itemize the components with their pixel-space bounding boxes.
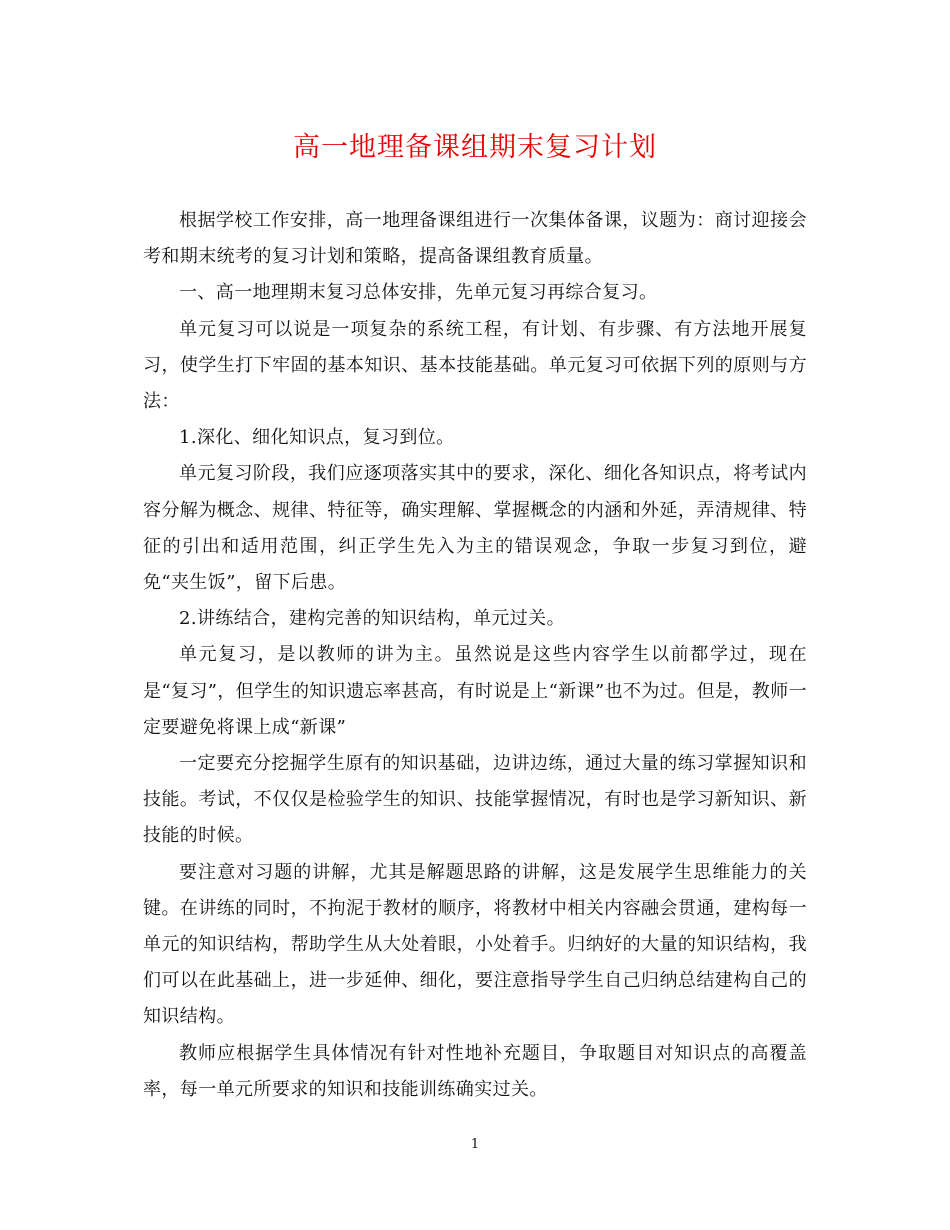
list-item-heading: 2.讲练结合，建构完善的知识结构，单元过关。 — [179, 608, 565, 630]
paragraph: 单元复习可以说是一项复杂的系统工程，有计划、有步骤、有方法地开展复习，使学生打下牢固的基本知识、基本技能基础。单元复习可依据下列的原则与方法： — [143, 318, 807, 413]
paragraph: 教师应根据学生具体情况有针对性地补充题目，争取题目对知识点的高覆盖率，每一单元所要求的知识和技能训练确实过关。 — [143, 1042, 807, 1100]
document-body — [143, 203, 807, 1108]
document-title: 高一地理备课组期末复习计划 — [293, 132, 657, 163]
paragraph: 单元复习阶段，我们应逐项落实其中的要求，深化、细化各知识点，将考试内容分解为概念、规律、特征等，确实理解、掌握概念的内涵和外延，弄清规律、特征的引出和适用范围，纠正学生先入为主的错误观念，争取一步复习到位，避免“夹生饭”，留下后患。 — [143, 463, 807, 594]
paragraph: 单元复习，是以教师的讲为主。虽然说是这些内容学生以前都学过，现在是“复习”，但学生的知识遗忘率甚高，有时说是上“新课”也不为过。但是，教师一定要避免将课上成“新课” — [143, 644, 808, 738]
paragraph: 一定要充分挖掘学生原有的知识基础，边讲边练，通过大量的练习掌握知识和技能。考试，不仅仅是检验学生的知识、技能掌握情况，有时也是学习新知识、新技能的时候。 — [143, 753, 807, 847]
paragraph: 根据学校工作安排，高一地理备课组进行一次集体备课，议题为：商讨迎接会考和期末统考的复习计划和策略，提高备课组教育质量。 — [143, 210, 807, 268]
list-item-heading: 1.深化、细化知识点，复习到位。 — [179, 427, 455, 449]
page-number: 1 — [470, 1137, 480, 1152]
paragraph: 要注意对习题的讲解，尤其是解题思路的讲解，这是发展学生思维能力的关键。在讲练的同时，不拘泥于教材的顺序，将教材中相关内容融会贯通，建构每一单元的知识结构，帮助学生从大处着眼，小处着手。归纳好的大量的知识结构，我们可以在此基础上，进一步延伸、细化，要注意指导学生自己归纳总结建构自己的知识结构。 — [143, 861, 807, 1028]
section-heading: 一、高一地理期末复习总体安排，先单元复习再综合复习。 — [179, 282, 658, 304]
